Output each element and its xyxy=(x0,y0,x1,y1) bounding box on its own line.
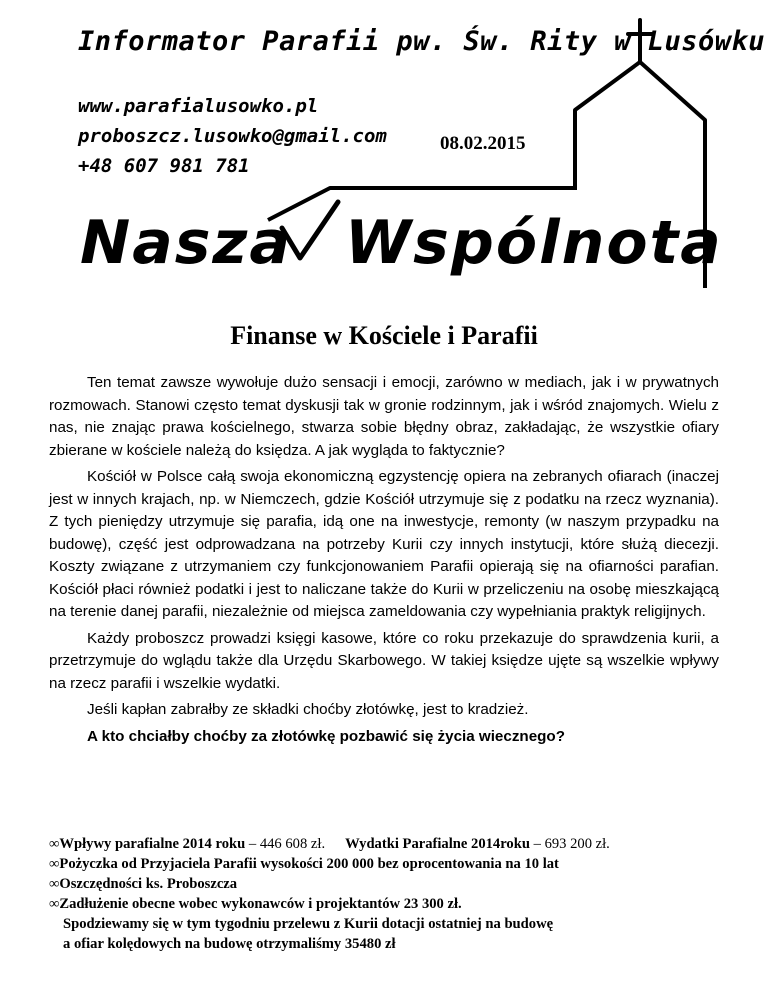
expect-line-1: Spodziewamy się w tym tygodniu przelewu z Kurii dotacji ostatniej na budowę xyxy=(63,916,554,932)
phone-text: +48 607 981 781 xyxy=(78,155,250,177)
issue-date: 08.02.2015 xyxy=(440,133,526,154)
savings-line xyxy=(49,874,739,894)
email-text: proboszcz.lusowko@gmail.com xyxy=(78,125,387,147)
savings-text: Oszczędności ks. Proboszcza xyxy=(59,876,238,892)
website-text: www.parafialusowko.pl xyxy=(78,95,319,117)
infinity-bullet-icon: ∞ xyxy=(49,836,60,852)
expect-line-2: a ofiar kolędowych na budowę otrzymaliśmy 35480 zł xyxy=(63,936,396,952)
expense-label: Wydatki Parafialne 2014roku xyxy=(345,836,530,852)
infinity-bullet-icon: ∞ xyxy=(49,856,60,872)
debt-line xyxy=(49,894,739,914)
paragraph: Ten temat zawsze wywołuje dużo sensacji i emocji, zarówno w mediach, jak i w prywatnych rozmowach. Stanowi często temat dyskusji tak w gronie rodzinnym, jak i wśród znajomych. Wielu z nas, nie znając prawa kościelnego, stwarza sobie błędny obraz, zakładając, że wszystkie ofiary zbierane w kościele należą do księdza. A jak wygląda to faktycznie? xyxy=(49,374,719,459)
loan-line xyxy=(49,854,739,874)
article-heading: Finanse w Kościele i Parafii xyxy=(230,321,538,350)
income-expense-line xyxy=(49,834,739,854)
closing-question: A kto chciałby choćby za złotówkę pozbawić się życia wiecznego? xyxy=(87,727,565,745)
expense-value: – 693 200 zł. xyxy=(529,836,610,852)
paragraph: Jeśli kapłan zabrałby ze składki choćby złotówkę, jest to kradzież. xyxy=(87,701,529,718)
income-label: Wpływy parafialne 2014 roku xyxy=(59,836,246,852)
parish-title: Informator Parafii pw. Św. Rity w Lusówku xyxy=(78,26,765,57)
paragraph: Każdy proboszcz prowadzi księgi kasowe, które co roku przekazuje do sprawdzenia kurii, a przetrzymuje do wglądu także dla Urzędu Skarbowego. W takiej księdze ujęte są wszelkie wpływy na rzecz parafii i wszelkie wydatki. xyxy=(49,629,719,692)
finance-notes xyxy=(49,834,739,954)
debt-text: Zadłużenie obecne wobec wykonawców i projektantów 23 300 zł. xyxy=(59,896,462,912)
income-value: – 446 608 zł. xyxy=(245,836,326,852)
article-body xyxy=(49,372,719,752)
logo-nasza: Nasza xyxy=(80,208,292,278)
logo-wspolnota: Wspólnota xyxy=(345,208,723,278)
infinity-bullet-icon: ∞ xyxy=(49,896,60,912)
newsletter-header xyxy=(0,0,768,300)
infinity-bullet-icon: ∞ xyxy=(49,876,60,892)
paragraph: Kościół w Polsce całą swoja ekonomiczną egzystencję opiera na zebranych ofiarach (inaczej jest w innych krajach, np. w Niemczech, gdzie Kościół utrzymuje się z podatku na rzecz wyznania). Z tych pieniędzy utrzymuje się parafia, idą one na inwestycje, remonty (w naszym przypadku na budowę), część jest odprowadzana na potrzeby Kurii czy innych instytucji, które służą diecezji. Koszty związane z utrzymaniem czy funkcjonowaniem Parafii opierają się na ofiarności parafian. Kościół płaci również podatki i jest to naliczane także do Kurii w przeliczeniu na osobę mieszkającą na terenie danej parafii, niezależnie od miejsca zameldowania czy wypełniania praktyk religijnych. xyxy=(49,468,719,620)
loan-text: Pożyczka od Przyjaciela Parafii wysokości 200 000 bez oprocentowania na 10 lat xyxy=(59,856,559,872)
